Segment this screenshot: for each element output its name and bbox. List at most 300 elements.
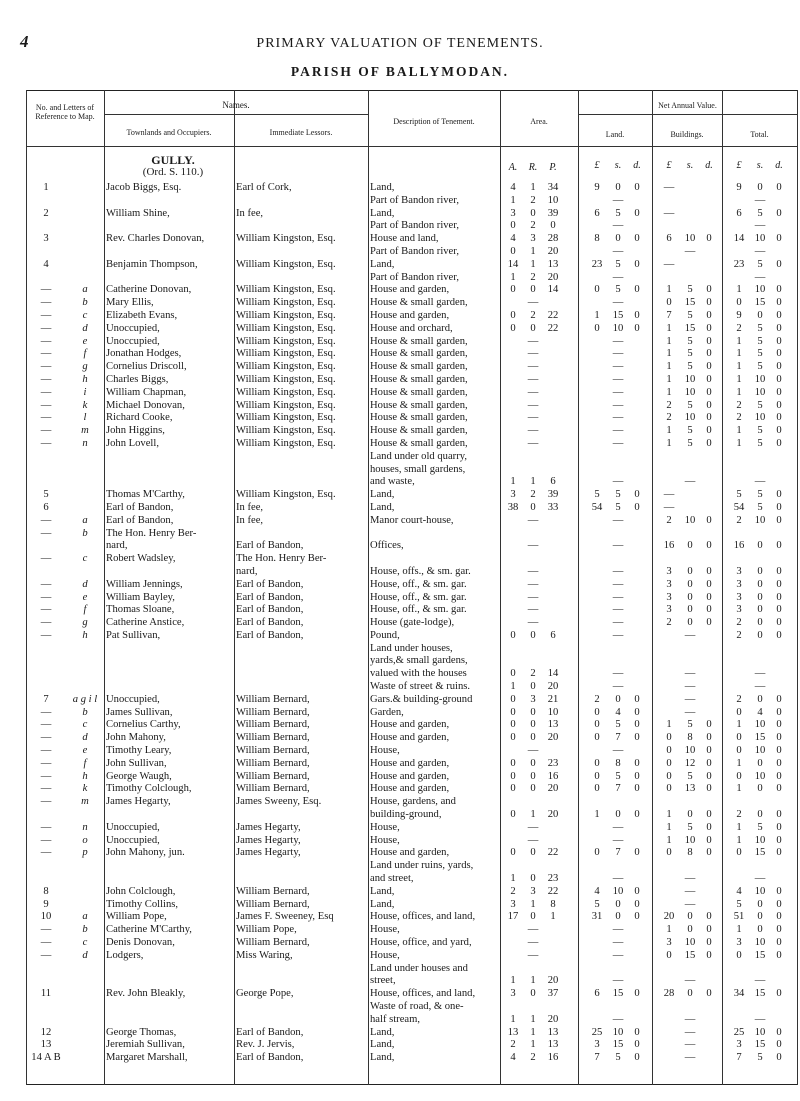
ref-number-cell: — — [40, 924, 52, 936]
table-row — [26, 668, 798, 681]
description-cell: House & small garden, — [370, 373, 468, 385]
land-shillings-cell: — — [612, 604, 624, 616]
ref-number-cell: 2 — [43, 207, 49, 219]
ref-letter-cell: h — [82, 629, 88, 641]
table-row — [26, 425, 798, 438]
area-perches-cell: 39 — [547, 207, 559, 219]
area-perches-cell: 21 — [547, 693, 559, 705]
buildings-pounds-cell: 1 — [666, 335, 672, 347]
buildings-pence-cell: 0 — [706, 834, 712, 846]
header-buildings: Buildings. — [670, 130, 704, 139]
buildings-pence-cell: 0 — [706, 937, 712, 949]
area-roods-cell: 0 — [530, 629, 536, 641]
lessor-cell: William Bernard, — [236, 745, 310, 757]
description-cell: House, off., & sm. gar. — [370, 591, 467, 603]
table-row — [26, 502, 798, 515]
area-acres-cell: 0 — [510, 245, 516, 257]
area-roods-cell: 0 — [530, 732, 536, 744]
area-roods-cell: 0 — [530, 207, 536, 219]
total-shillings-cell: 0 — [757, 809, 763, 821]
area-roods-cell: — — [527, 425, 539, 437]
total-shillings-cell: — — [754, 1013, 766, 1025]
ref-number-cell: — — [40, 757, 52, 769]
table-row — [26, 873, 798, 886]
land-shillings-cell: 5 — [615, 258, 621, 270]
occupier-cell: William Bayley, — [106, 591, 175, 603]
ref-number-cell: 9 — [43, 898, 49, 910]
total-pounds-cell: 0 — [736, 732, 742, 744]
total-shillings-cell: 5 — [757, 501, 763, 513]
land-shillings-cell: 8 — [615, 757, 621, 769]
total-pence-cell: 0 — [776, 361, 782, 373]
buildings-pounds-cell: — — [663, 501, 675, 513]
table-row — [26, 297, 798, 310]
land-shillings-cell: — — [612, 975, 624, 987]
lessor-cell: William Kingston, Esq. — [236, 297, 336, 309]
buildings-pounds-cell: 2 — [666, 514, 672, 526]
land-shillings-cell: — — [612, 873, 624, 885]
ref-letter-cell: n — [82, 437, 88, 449]
area-perches-cell: 13 — [547, 719, 559, 731]
table-row — [26, 489, 798, 502]
buildings-shillings-cell: 5 — [687, 309, 693, 321]
lessor-cell: William Kingston, Esq. — [236, 489, 336, 501]
header-lessors: Immediate Lessors. — [269, 128, 333, 137]
table-row — [26, 796, 798, 809]
buildings-shillings-cell: 10 — [684, 412, 696, 424]
header-townlands: Townlands and Occupiers. — [126, 128, 212, 137]
area-roods-cell: — — [527, 591, 539, 603]
description-cell: House, off., & sm. gar. — [370, 578, 467, 590]
ref-letter-cell: c — [82, 309, 88, 321]
parish-title: PARISH OF BALLYMODAN. — [290, 64, 510, 79]
description-cell: and street, — [370, 873, 414, 885]
area-perches-cell: 13 — [547, 1039, 559, 1051]
buildings-shillings-cell: 13 — [684, 783, 696, 795]
land-shillings-cell: 10 — [612, 322, 624, 334]
buildings-pounds-cell: 2 — [666, 412, 672, 424]
area-perches-cell: 20 — [547, 681, 559, 693]
buildings-shillings-cell: 0 — [687, 988, 693, 1000]
buildings-pounds-cell: 1 — [666, 437, 672, 449]
description-cell: House, off., & sm. gar. — [370, 604, 467, 616]
total-pounds-cell: 2 — [736, 809, 742, 821]
total-pence-cell: 0 — [776, 309, 782, 321]
area-perches-cell: 10 — [547, 194, 559, 206]
area-roods-cell: 0 — [530, 681, 536, 693]
ref-number-cell: 13 — [40, 1039, 52, 1051]
total-shillings-cell: 10 — [754, 233, 766, 245]
buildings-shillings-cell: — — [684, 898, 696, 910]
area-acres-cell: 2 — [510, 1039, 516, 1051]
description-cell: Land, — [370, 501, 395, 513]
area-roods-cell: 3 — [530, 233, 536, 245]
ref-letter-cell: c — [82, 719, 88, 731]
land-shillings-cell: 5 — [615, 770, 621, 782]
table-row — [26, 643, 798, 656]
total-shillings-cell: 15 — [754, 297, 766, 309]
buildings-shillings-cell: 15 — [684, 949, 696, 961]
ref-letter-cell: d — [82, 949, 88, 961]
ref-number-cell: — — [40, 706, 52, 718]
header-ref: No. and Letters of Reference to Map. — [35, 103, 95, 121]
ref-letter-cell: f — [83, 604, 87, 616]
buildings-shillings-cell: 5 — [687, 399, 693, 411]
total-shillings-cell: — — [754, 975, 766, 987]
total-pence-cell: 0 — [776, 1039, 782, 1051]
area-acres-cell: 0 — [510, 706, 516, 718]
total-pounds-cell: 2 — [736, 514, 742, 526]
description-cell: House & small garden, — [370, 348, 468, 360]
ref-number-cell: — — [40, 425, 52, 437]
total-shillings-cell: — — [754, 873, 766, 885]
land-pounds-cell: 9 — [594, 182, 600, 193]
buildings-pence-cell: 0 — [706, 399, 712, 411]
land-shillings-cell: — — [612, 335, 624, 347]
total-pence-cell: 0 — [776, 770, 782, 782]
buildings-shillings-cell: 5 — [687, 335, 693, 347]
land-pounds-cell: 0 — [594, 322, 600, 334]
occupier-cell: Catherine M'Carthy, — [106, 924, 192, 936]
running-head: PRIMARY VALUATION OF TENEMENTS. — [256, 36, 544, 51]
area-acres-cell: 3 — [510, 988, 516, 1000]
buildings-pence-cell: 0 — [706, 335, 712, 347]
ref-number-cell: 3 — [43, 233, 49, 245]
ref-number-cell: — — [40, 591, 52, 603]
buildings-pence-cell: 0 — [706, 373, 712, 385]
area-roods-cell: — — [527, 821, 539, 833]
occupier-cell: Charles Biggs, — [106, 373, 169, 385]
total-pounds-cell: 1 — [736, 425, 742, 437]
townland-name: GULLY. — [151, 153, 195, 167]
land-pence-cell: 0 — [634, 207, 640, 219]
rule-nav-under — [578, 114, 797, 115]
total-shillings-cell: 15 — [754, 1039, 766, 1051]
description-cell: houses, small gardens, — [370, 463, 466, 475]
buildings-shillings-cell: 0 — [687, 565, 693, 577]
buildings-shillings-cell: 0 — [687, 540, 693, 552]
lessor-cell: James Hegarty, — [236, 821, 301, 833]
land-shillings-cell: — — [612, 386, 624, 398]
table-row — [26, 310, 798, 323]
land-shillings-cell: — — [612, 668, 624, 680]
unit-total-pounds: £ — [736, 160, 742, 171]
rule-header-bottom — [26, 146, 797, 147]
buildings-pounds-cell: 1 — [666, 719, 672, 731]
description-cell: House and garden, — [370, 770, 450, 782]
buildings-shillings-cell: 15 — [684, 322, 696, 334]
occupier-cell: Unoccupied, — [106, 834, 160, 846]
buildings-pence-cell: 0 — [706, 924, 712, 936]
buildings-pounds-cell: 1 — [666, 809, 672, 821]
ref-number-cell: 5 — [43, 489, 49, 501]
buildings-pounds-cell: — — [663, 182, 675, 193]
total-pounds-cell: 1 — [736, 284, 742, 296]
area-acres-cell: 3 — [510, 898, 516, 910]
buildings-pence-cell: 0 — [706, 745, 712, 757]
ref-number-cell: — — [40, 821, 52, 833]
buildings-pounds-cell: — — [663, 489, 675, 501]
buildings-pounds-cell: 0 — [666, 847, 672, 859]
total-pence-cell: 0 — [776, 617, 782, 629]
total-pounds-cell: 0 — [736, 949, 742, 961]
ref-letter-cell: k — [82, 783, 88, 795]
ref-number-cell: — — [40, 770, 52, 782]
area-roods-cell: — — [527, 361, 539, 373]
total-pounds-cell: 54 — [733, 501, 745, 513]
land-shillings-cell: — — [612, 617, 624, 629]
ref-number-cell: — — [40, 297, 52, 309]
occupier-cell: Mary Ellis, — [106, 297, 154, 309]
description-cell: House & small garden, — [370, 412, 468, 424]
occupier-cell: William Jennings, — [106, 578, 183, 590]
table-row — [26, 950, 798, 963]
buildings-shillings-cell: 10 — [684, 233, 696, 245]
total-pounds-cell: 1 — [736, 783, 742, 795]
area-roods-cell: 2 — [530, 271, 536, 283]
description-cell: House, office, and yard, — [370, 937, 472, 949]
occupier-cell: Cornelius Driscoll, — [106, 361, 187, 373]
description-cell: building-ground, — [370, 809, 442, 821]
occupier-cell: William Chapman, — [106, 386, 187, 398]
buildings-pence-cell: 0 — [706, 821, 712, 833]
land-pounds-cell: 0 — [594, 732, 600, 744]
total-pounds-cell: 9 — [736, 182, 742, 193]
table-row — [26, 336, 798, 349]
area-perches-cell: 22 — [547, 309, 559, 321]
table-row — [26, 233, 798, 246]
ref-number-cell: — — [40, 553, 52, 565]
total-pence-cell: 0 — [776, 732, 782, 744]
total-pounds-cell: 0 — [736, 297, 742, 309]
buildings-shillings-cell: 0 — [687, 809, 693, 821]
buildings-shillings-cell: — — [684, 1026, 696, 1038]
total-shillings-cell: 0 — [757, 617, 763, 629]
buildings-shillings-cell: 0 — [687, 924, 693, 936]
total-pence-cell: 0 — [776, 1052, 782, 1064]
total-shillings-cell: — — [754, 476, 766, 488]
buildings-pounds-cell: 3 — [666, 937, 672, 949]
total-pence-cell: 0 — [776, 757, 782, 769]
area-perches-cell: 34 — [547, 182, 559, 193]
total-pounds-cell: 1 — [736, 437, 742, 449]
table-row — [26, 847, 798, 860]
land-shillings-cell: — — [612, 297, 624, 309]
description-cell: House, offs., & sm. gar. — [370, 565, 471, 577]
total-shillings-cell: 10 — [754, 284, 766, 296]
occupier-cell: Timothy Colclough, — [106, 783, 192, 795]
total-shillings-cell: 5 — [757, 821, 763, 833]
total-pence-cell: 0 — [776, 719, 782, 731]
area-roods-cell: 1 — [530, 809, 536, 821]
buildings-pounds-cell: — — [663, 207, 675, 219]
total-shillings-cell: 0 — [757, 898, 763, 910]
table-row — [26, 387, 798, 400]
ref-letter-cell: e — [82, 591, 88, 603]
land-pence-cell: 0 — [634, 783, 640, 795]
buildings-pounds-cell: 3 — [666, 604, 672, 616]
ref-letter-cell: g — [82, 361, 88, 373]
area-acres-cell: 4 — [510, 233, 516, 245]
lessor-cell: William Bernard, — [236, 898, 310, 910]
total-shillings-cell: 5 — [757, 335, 763, 347]
buildings-shillings-cell: — — [684, 668, 696, 680]
buildings-pounds-cell: 0 — [666, 770, 672, 782]
unit-land-pence: d. — [633, 160, 641, 171]
header-names: Names. — [222, 100, 250, 110]
unit-land-shillings: s. — [614, 160, 622, 171]
total-pence-cell: 0 — [776, 258, 782, 270]
table-row — [26, 732, 798, 745]
area-roods-cell: — — [527, 834, 539, 846]
total-pounds-cell: 25 — [733, 1026, 745, 1038]
area-acres-cell: 0 — [510, 220, 516, 232]
land-shillings-cell: — — [612, 937, 624, 949]
total-pence-cell: 0 — [776, 489, 782, 501]
total-shillings-cell: 5 — [757, 348, 763, 360]
buildings-shillings-cell: — — [684, 975, 696, 987]
total-pence-cell: 0 — [776, 809, 782, 821]
table-row — [26, 988, 798, 1001]
total-shillings-cell: 0 — [757, 783, 763, 795]
buildings-shillings-cell: 10 — [684, 937, 696, 949]
buildings-pence-cell: 0 — [706, 809, 712, 821]
area-roods-cell: 2 — [530, 1052, 536, 1064]
table-row — [26, 246, 798, 259]
table-row — [26, 655, 798, 668]
area-acres-cell: 0 — [510, 629, 516, 641]
occupier-cell: The Hon. Henry Ber- — [106, 527, 197, 539]
buildings-pounds-cell: 0 — [666, 949, 672, 961]
buildings-pence-cell: 0 — [706, 425, 712, 437]
total-pence-cell: 0 — [776, 591, 782, 603]
area-perches-cell: 1 — [550, 911, 556, 923]
ref-number-cell: — — [40, 309, 52, 321]
occupier-cell: Earl of Bandon, — [106, 501, 174, 513]
occupier-cell: Robert Wadsley, — [106, 553, 176, 565]
total-pence-cell: 0 — [776, 437, 782, 449]
description-cell: Part of Bandon river, — [370, 271, 460, 283]
table-row — [26, 694, 798, 707]
lessor-cell: William Bernard, — [236, 693, 310, 705]
area-roods-cell: — — [527, 578, 539, 590]
ref-letter-cell: g — [82, 617, 88, 629]
ref-letter-cell: n — [82, 821, 88, 833]
ref-number-cell: 4 — [43, 258, 49, 270]
buildings-shillings-cell: 0 — [687, 604, 693, 616]
area-acres-cell: 0 — [510, 719, 516, 731]
area-roods-cell: 2 — [530, 220, 536, 232]
ref-number-cell: — — [40, 937, 52, 949]
buildings-pence-cell: 0 — [706, 949, 712, 961]
occupier-cell: Lodgers, — [106, 949, 144, 961]
land-pounds-cell: 0 — [594, 719, 600, 731]
total-pence-cell: 0 — [776, 335, 782, 347]
description-cell: Waste of road, & one- — [370, 1001, 464, 1012]
area-perches-cell: 20 — [547, 245, 559, 257]
land-pence-cell: 0 — [634, 732, 640, 744]
buildings-pounds-cell: 6 — [666, 233, 672, 245]
total-shillings-cell: 10 — [754, 719, 766, 731]
table-row — [26, 758, 798, 771]
table-row — [26, 272, 798, 285]
occupier-cell: Catherine Anstice, — [106, 617, 185, 629]
total-pence-cell: 0 — [776, 988, 782, 1000]
ref-letter-cell: c — [82, 553, 88, 565]
land-shillings-cell: — — [612, 578, 624, 590]
land-pence-cell: 0 — [634, 258, 640, 270]
land-shillings-cell: — — [612, 271, 624, 283]
lessor-cell: William Bernard, — [236, 783, 310, 795]
area-acres-cell: 14 — [507, 258, 519, 270]
area-roods-cell: — — [527, 373, 539, 385]
lessor-cell: William Kingston, Esq. — [236, 322, 336, 334]
area-acres-cell: 1 — [510, 1013, 516, 1025]
occupier-cell: Pat Sullivan, — [106, 629, 161, 641]
total-pence-cell: 0 — [776, 847, 782, 859]
ref-letter-cell: f — [83, 757, 87, 769]
description-cell: House, offices, and land, — [370, 988, 476, 1000]
land-shillings-cell: — — [612, 220, 624, 232]
table-row — [26, 1027, 798, 1040]
buildings-pounds-cell: 2 — [666, 617, 672, 629]
land-shillings-cell: 5 — [615, 719, 621, 731]
area-roods-cell: 2 — [530, 489, 536, 501]
table-row — [26, 464, 798, 477]
land-pence-cell: 0 — [634, 309, 640, 321]
total-pounds-cell: 3 — [736, 578, 742, 590]
occupier-cell: nard, — [106, 540, 128, 552]
ref-letter-cell: k — [82, 399, 88, 411]
buildings-shillings-cell: — — [684, 1039, 696, 1051]
description-cell: House & small garden, — [370, 425, 468, 437]
description-cell: House and garden, — [370, 284, 450, 296]
land-shillings-cell: — — [612, 924, 624, 936]
table-row — [26, 438, 798, 451]
land-shillings-cell: 7 — [615, 732, 621, 744]
total-pounds-cell: 1 — [736, 719, 742, 731]
ref-number-cell: — — [40, 578, 52, 590]
occupier-cell: James Sullivan, — [106, 706, 173, 718]
total-pounds-cell: 9 — [736, 309, 742, 321]
area-roods-cell: 0 — [530, 783, 536, 795]
description-cell: House, gardens, and — [370, 796, 456, 808]
buildings-shillings-cell: 5 — [687, 361, 693, 373]
ref-number-cell: — — [40, 617, 52, 629]
area-perches-cell: 20 — [547, 783, 559, 795]
buildings-pence-cell: 0 — [706, 514, 712, 526]
header-area: Area. — [530, 117, 548, 126]
ref-letter-cell: a — [82, 284, 88, 296]
buildings-pence-cell: 0 — [706, 578, 712, 590]
ref-number-cell: — — [40, 834, 52, 846]
description-cell: Land under houses, — [370, 642, 453, 654]
total-pounds-cell: 3 — [736, 937, 742, 949]
area-acres-cell: 2 — [510, 885, 516, 897]
area-roods-cell: — — [527, 348, 539, 360]
land-shillings-cell: 15 — [612, 309, 624, 321]
total-pence-cell: 0 — [776, 514, 782, 526]
area-roods-cell: — — [527, 565, 539, 577]
ref-number-cell: — — [40, 796, 52, 808]
buildings-shillings-cell: 5 — [687, 821, 693, 833]
total-shillings-cell: 0 — [757, 911, 763, 923]
total-pounds-cell: 3 — [736, 591, 742, 603]
land-pence-cell: 0 — [634, 757, 640, 769]
ref-number-cell: 12 — [40, 1026, 52, 1038]
total-shillings-cell: 10 — [754, 373, 766, 385]
lessor-cell: William Bernard, — [236, 937, 310, 949]
